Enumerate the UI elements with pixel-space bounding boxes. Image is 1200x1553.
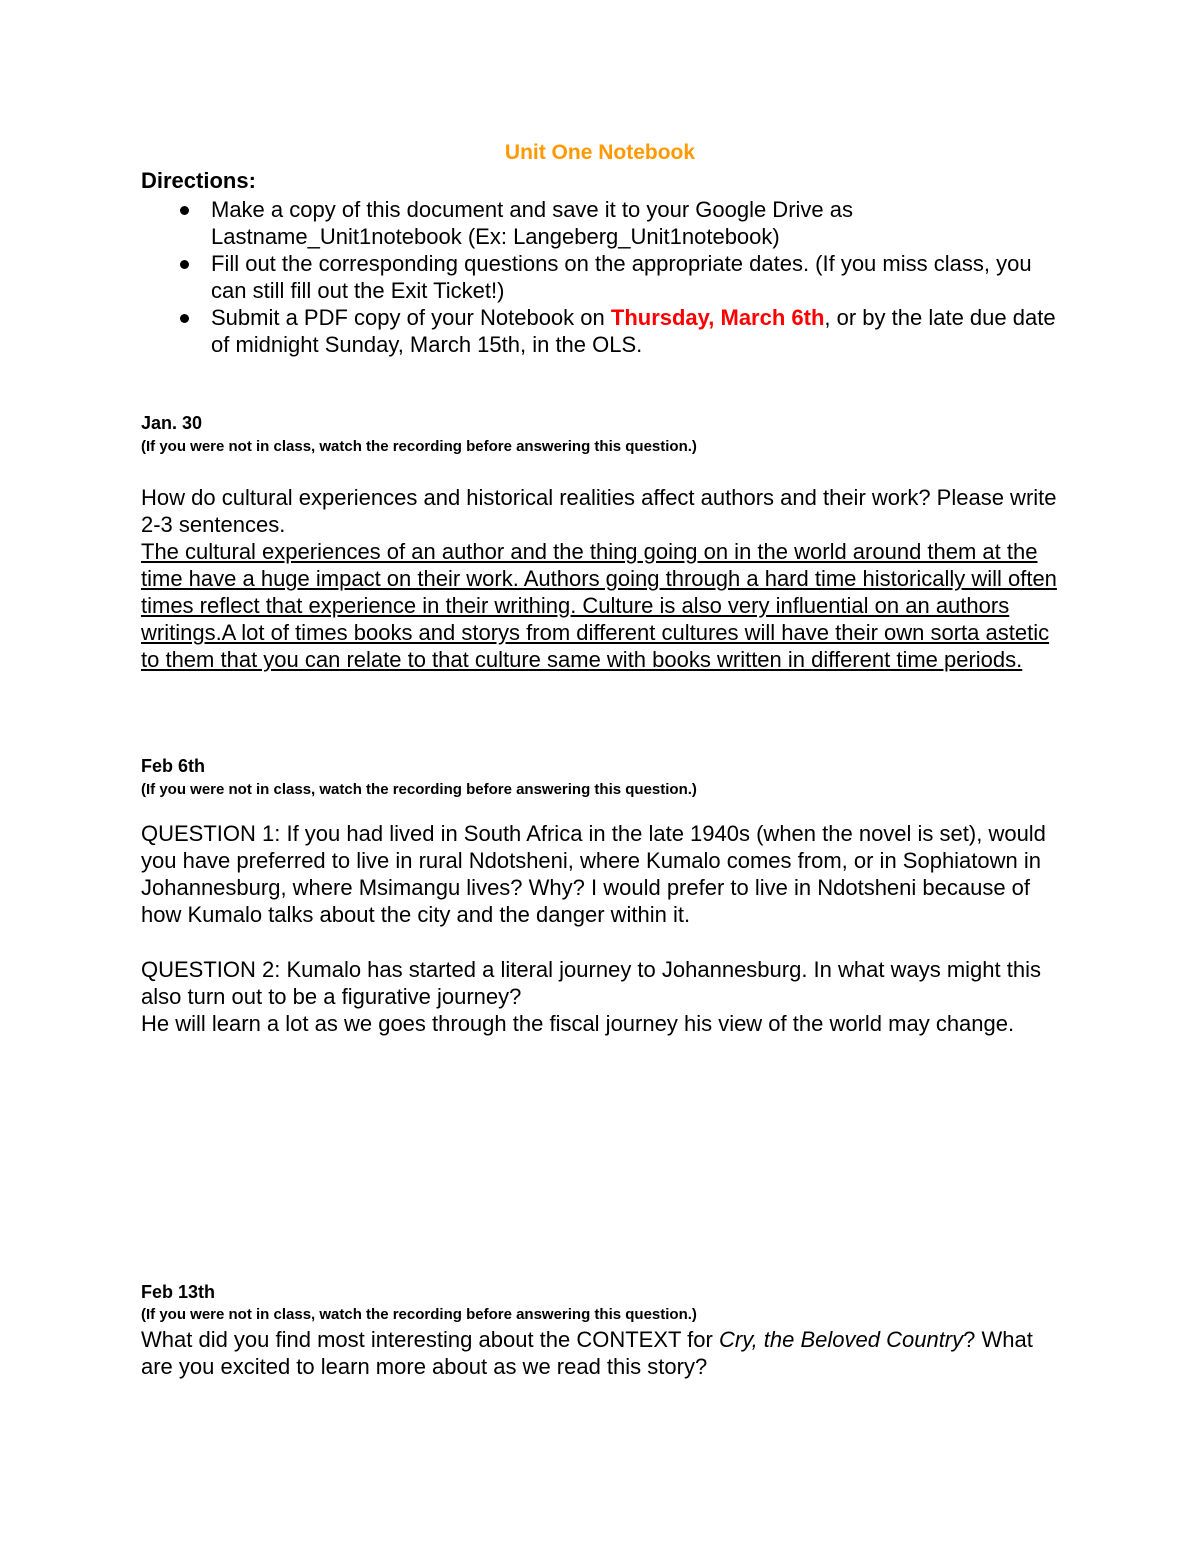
due-date-highlight: Thursday, March 6th: [610, 305, 825, 330]
section-body-feb6-q2: [141, 956, 1061, 1037]
directions-item-text-after: , or by the late due date of midnight Sunday, March 15th, in the OLS.: [211, 305, 1056, 357]
answer-2-text: He will learn a lot as we goes through the fiscal journey his view of the world may change.: [141, 1011, 1015, 1036]
book-title: Cry, the Beloved Country: [718, 1327, 964, 1352]
directions-list: [141, 196, 1061, 358]
section-note-feb13: (If you were not in class, watch the recording before answering this question.): [141, 1306, 697, 1323]
section-body-feb6-q1: [141, 820, 1061, 928]
section-body-feb13: [141, 1326, 1061, 1380]
question-2-text: QUESTION 2: Kumalo has started a literal journey to Johannesburg. In what ways might this also turn out to be a figurative journey?: [141, 957, 1041, 1009]
question-text: [141, 1326, 1061, 1380]
section-date-feb6: Feb 6th: [141, 756, 206, 776]
question-text-after: ? What are you excited to learn more about as we read this story?: [141, 1327, 1033, 1379]
answer-text: The cultural experiences of an author and the thing going on in the world around them at the time have a huge impact on their work. Authors going through a hard time historically will often times reflect that experience in their writhing. Culture is also very influential on an authors writings.A lot of times books and storys from different cultures will have their own sorta astetic to them that you can relate to that culture same with books written in different time periods.: [141, 539, 1057, 672]
question-1-text: QUESTION 1: If you had lived in South Africa in the late 1940s (when the novel is set), would you have preferred to live in rural Ndotsheni, where Kumalo comes from, or in Sophiatown in Johannesburg, where Msimangu lives? Why? I would prefer to live in Ndotsheni because of how Kumalo talks about the city and the danger within it.: [141, 821, 1046, 927]
section-note-feb6: (If you were not in class, watch the recording before answering this question.): [141, 781, 697, 798]
bullet-icon: [180, 260, 189, 269]
directions-item: [141, 250, 1061, 304]
directions-item: [141, 196, 1061, 250]
directions-item-text: Make a copy of this document and save it to your Google Drive as Lastname_Unit1notebook (Ex: Langeberg_Unit1notebook): [211, 197, 853, 249]
bullet-icon: [180, 314, 189, 323]
question-text: How do cultural experiences and historical realities affect authors and their work? Please write 2-3 sentences.: [141, 485, 1057, 537]
directions-heading: Directions:: [141, 168, 256, 193]
section-date-jan30: Jan. 30: [141, 413, 203, 433]
directions-item-text: Fill out the corresponding questions on the appropriate dates. (If you miss class, you can still fill out the Exit Ticket!): [211, 251, 1032, 303]
directions-item: [141, 304, 1061, 358]
document-title: Unit One Notebook: [504, 141, 696, 164]
question-text-before: What did you find most interesting about the CONTEXT for: [141, 1327, 719, 1352]
section-date-feb13: Feb 13th: [141, 1282, 216, 1302]
section-note-jan30: (If you were not in class, watch the recording before answering this question.): [141, 438, 697, 455]
directions-item-text-before: Submit a PDF copy of your Notebook on: [211, 305, 611, 330]
section-body-jan30: [141, 484, 1061, 673]
bullet-icon: [180, 206, 189, 215]
